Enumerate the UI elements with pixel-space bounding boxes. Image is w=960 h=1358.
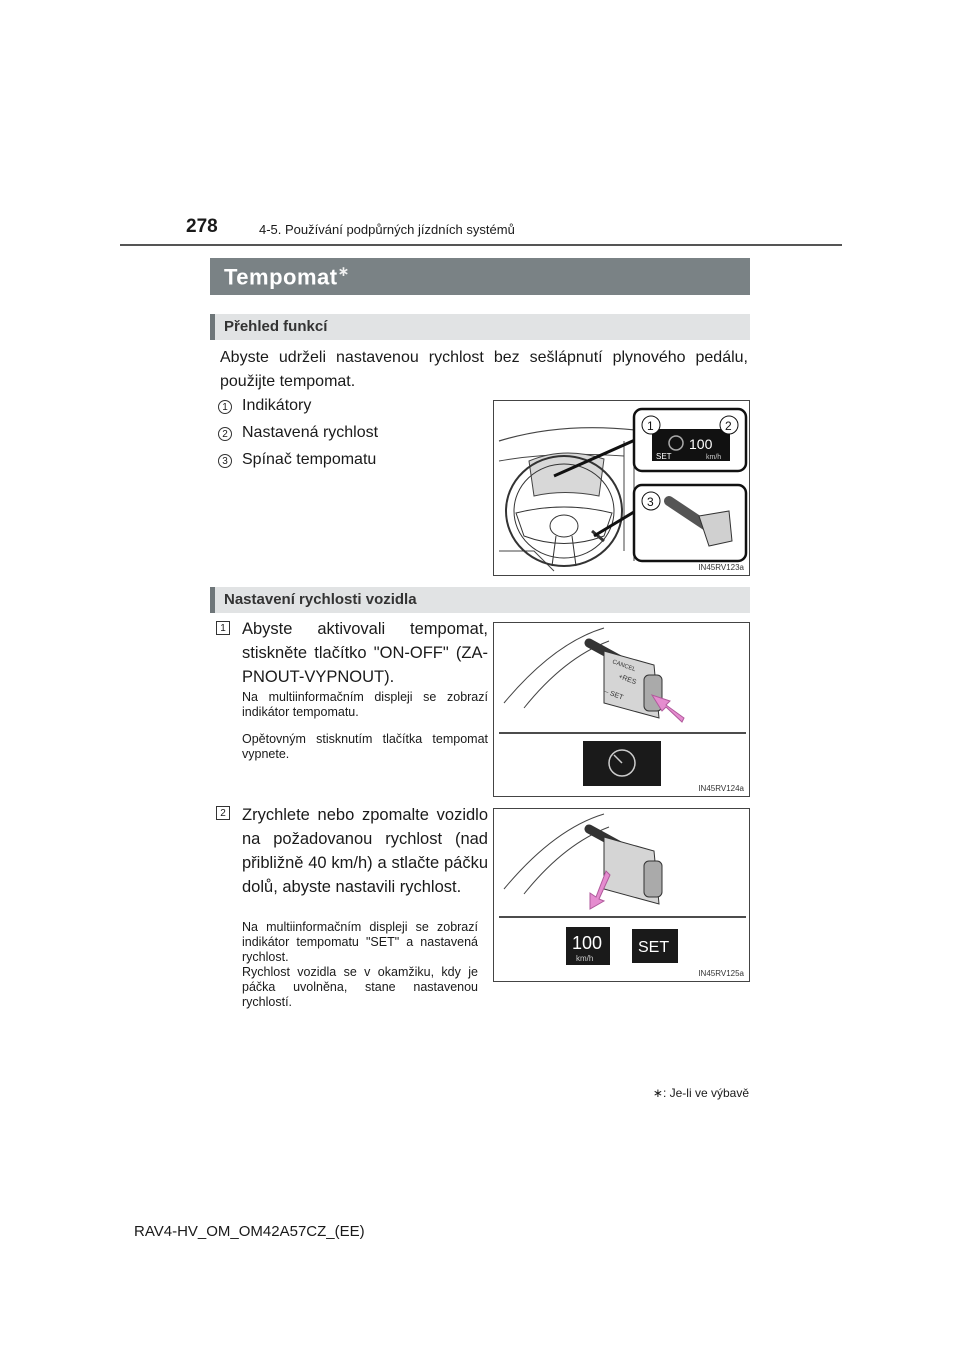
step-2-text: Zrychlete nebo zpomalte vozidlo na požadovanou rychlost (nad přibližně 40 km/h) a stlačte páčku dolů, abyste nastavili rychlost. <box>242 806 488 896</box>
step-number-2: 2 <box>216 806 230 820</box>
step-1-text: Abyste aktivovali tempomat, stiskněte tlačítko "ON-OFF" (ZA-PNOUT-VYPNOUT). <box>242 620 488 686</box>
main-title-bar <box>210 258 750 295</box>
step-2-figure <box>493 808 750 982</box>
main-title: Tempomat∗ <box>224 263 350 290</box>
dashboard-illustration <box>494 401 750 576</box>
overview-intro: Abyste udrželi nastavenou rychlost bez sešlápnutí plynového pedálu, použijte tempomat. <box>220 349 748 390</box>
figure-code: IN45RV123a <box>698 563 744 572</box>
option-mark: ∗ <box>337 263 350 279</box>
setting-heading-bar <box>210 587 750 613</box>
footer-code: RAV4-HV_OM_OM42A57CZ_(EE) <box>134 1223 365 1240</box>
overview-heading: Přehled funkcí <box>224 318 328 335</box>
callout-2: 2 <box>725 419 732 433</box>
page-number: 278 <box>186 216 218 237</box>
setting-heading: Nastavení rychlosti vozidla <box>224 591 417 608</box>
step-1-note-1: Na multiinformačním displeji se zobrazí indikátor tempomatu. <box>242 690 488 719</box>
step-2-display-unit: km/h <box>576 954 594 963</box>
legend-label-3: Spínač tempomatu <box>242 451 377 468</box>
figure-code: IN45RV124a <box>698 784 744 793</box>
legend-label-1: Indikátory <box>242 397 312 414</box>
legend-label-2: Nastavená rychlost <box>242 424 379 441</box>
lever-label-set: – SET <box>603 688 624 702</box>
footnote: ∗: Je-li ve výbavě <box>652 1086 749 1100</box>
section-title: 4-5. Používání podpůrných jízdních systémů <box>259 222 515 237</box>
lever-label-cancel: CANCEL <box>611 659 637 674</box>
step-1-figure <box>493 622 750 797</box>
legend-number-1: 1 <box>218 400 232 414</box>
step-number-1: 1 <box>216 621 230 635</box>
overview-heading-bar <box>210 314 750 340</box>
legend-number-3: 3 <box>218 454 232 468</box>
header-rule <box>120 244 842 246</box>
callout-1: 1 <box>647 419 654 433</box>
figure-code: IN45RV125a <box>698 969 744 978</box>
overview-figure <box>493 400 750 576</box>
callout-3: 3 <box>647 495 654 509</box>
step-2-note: Na multiinformačním displeji se zobrazí indikátor tempomatu "SET" a nastavená rychlost. Rychlost vozidla se v okamžiku, kdy je páčka uvolněna, stane nastavenou rychlostí. <box>242 920 478 1009</box>
legend-number-2: 2 <box>218 427 232 441</box>
step-1-note-2: Opětovným stisknutím tlačítka tempomat vypnete. <box>242 732 488 761</box>
overview-display-set: SET <box>656 452 672 461</box>
step-2-display-set: SET <box>638 939 670 956</box>
lever-label-res: +RES <box>617 673 638 687</box>
overview-display-unit: km/h <box>706 454 722 461</box>
step-2-display-speed: 100 <box>572 933 603 953</box>
overview-display-speed: 100 <box>689 436 713 452</box>
lever-set-illustration <box>494 809 750 982</box>
lever-press-illustration <box>494 623 750 797</box>
